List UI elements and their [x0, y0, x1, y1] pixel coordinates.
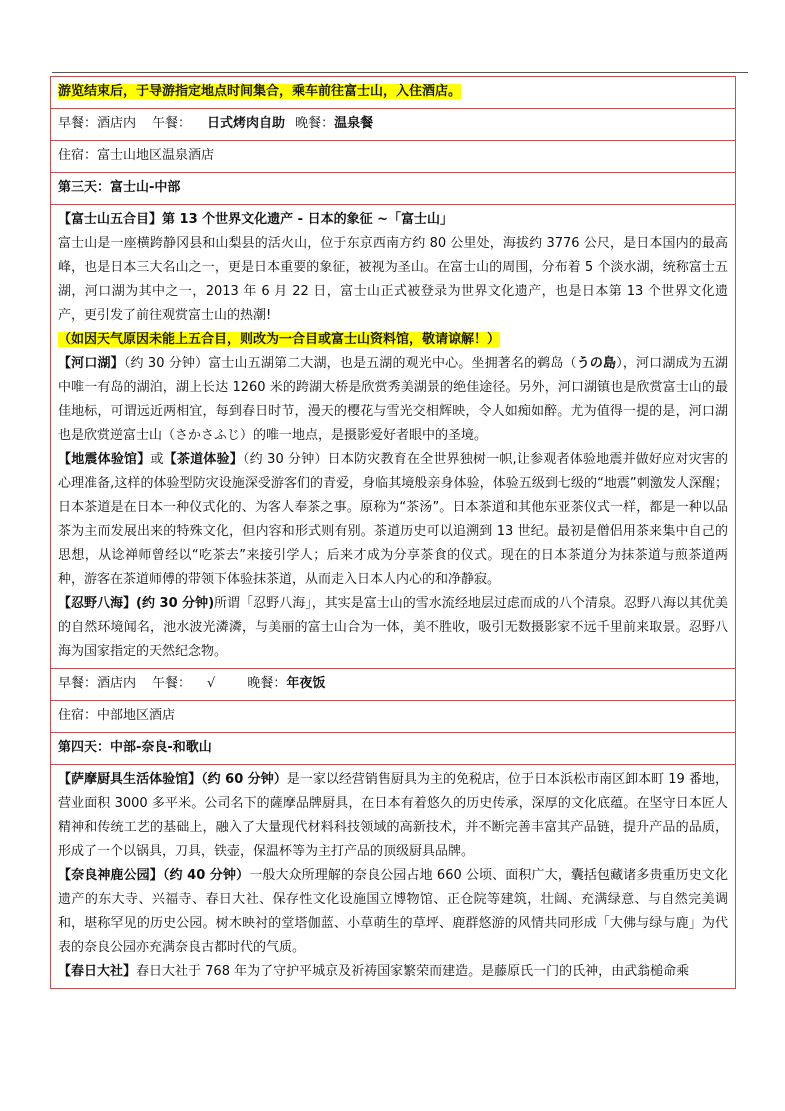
satsuma-heading: 【萨摩厨具生活体验馆】（约 60 分钟） [58, 772, 287, 787]
day2-meals-row [51, 109, 735, 141]
kasuga-heading: 【春日大社】 [58, 964, 137, 979]
satsuma-paragraph: 【萨摩厨具生活体验馆】（约 60 分钟）是一家以经营销售厨具为主的免税店，位于日本浜松市南区卸本町 19 番地，营业面积 3000 多平米。公司名下的薩摩品牌厨具，在日本有着悠久的历史传承，深厚的文化底蕴。在坚守日本匠人精神和传统工艺的基础上，融入了大量现代材料科技领域的高新技术，并不断完善丰富其产品链，提升产品的品质，形成了一个以锅具，刀具，铁壶，保温杯等为主打产品的顶级厨具品牌。 [58, 772, 728, 859]
day2-end-text: 游览结束后，于导游指定地点时间集合，乘车前往富士山，入住酒店。 [58, 84, 462, 99]
breakfast-label: 早餐： [58, 116, 98, 131]
day3-meals-row [51, 669, 735, 701]
breakfast-value: 酒店内 [97, 676, 137, 691]
oshino-paragraph: 【忍野八海】(约 30 分钟)所谓「忍野八海」，其实是富士山的雪水流经地层过虑而成的八个清泉。忍野八海以其优美的自然环境闻名，池水波光潾潾，与美丽的富士山合为一体，美不胜收，吸引无数摄影家不远千里前来取景。忍野八海为国家指定的天然纪念物。 [58, 596, 728, 659]
day-title: 第三天：富士山-中部 [58, 180, 181, 195]
earthquake-heading: 【地震体验馆】 [58, 452, 151, 467]
day4-title-row [51, 733, 735, 765]
fuji-heading: 【富士山五合目】第 13 个世界文化遗产 - 日本的象征 ~「富士山」 [58, 212, 454, 227]
lunch-label: 午餐： [152, 116, 192, 131]
day4-content-row [51, 765, 735, 988]
itinerary-table [50, 76, 736, 989]
day3-title-row [51, 173, 735, 205]
experience-paragraph: 【地震体验馆】或【茶道体验】（约 30 分钟）日本防灾教育在全世界独树一帜,让参观者体验地震并做好应对灾害的心理准备,这样的体验型防灾设施深受游客们的青爱，身临其境般亲身体验，体验五级到七级的“地震”刺激发人深醒；日本茶道是在日本一种仪式化的、为客人奉茶之事。原称为“茶汤”。日本茶道和其他东亚茶仪式一样，都是一种以品茶为主而发展出来的特殊文化，但内容和形式则有别。茶道历史可以追溯到 13 世纪。最初是僧侣用茶来集中自己的思想，从谂禅师曾经以“吃茶去”来接引学人；后来才成为分享茶食的仪式。现在的日本茶道分为抹茶道与煎茶道两种，游客在茶道师傅的带领下体验抹茶道，从而走入日本人内心的和净静寂。 [58, 452, 728, 587]
day3-hotel-row [51, 701, 735, 733]
dinner-label: 晚餐： [295, 116, 335, 131]
nara-heading: 【奈良神鹿公园】（约 40 分钟） [58, 868, 250, 883]
nara-paragraph: 【奈良神鹿公园】（约 40 分钟）一般大众所理解的奈良公园占地 660 公顷、面积广大，囊括包藏诸多贵重历史文化遗产的东大寺、兴福寺、春日大社、保存性文化设施国立博物馆、正仓院等建筑，壮阔、充满绿意、与自然完美调和，堪称罕见的历史公园。树木映衬的堂塔伽蓝、小草萌生的草坪、鹿群悠游的风情共同形成「大佛与绿与鹿」为代表的奈良公园亦充满奈良古都时代的气质。 [58, 868, 728, 955]
header-rule [52, 72, 748, 73]
hotel-text: 住宿：富士山地区温泉酒店 [58, 148, 215, 163]
dinner-label: 晚餐： [247, 676, 287, 691]
day3-content-row [51, 205, 735, 669]
weather-note: （如因天气原因未能上五合目，则改为一合目或富士山资料馆，敬请谅解！） [58, 332, 501, 347]
day2-end-row [51, 77, 735, 109]
lunch-value: 日式烤肉自助 [207, 116, 286, 131]
lunch-label: 午餐： [152, 676, 192, 691]
breakfast-value: 酒店内 [97, 116, 137, 131]
day2-hotel-row [51, 141, 735, 173]
tea-heading: 【茶道体验】 [163, 452, 243, 467]
day-title: 第四天：中部-奈良-和歌山 [58, 740, 212, 755]
kasuga-paragraph: 【春日大社】春日大社于 768 年为了守护平城京及祈祷国家繁荣而建造。是藤原氏一门的氏神，由武翁槌命乘 [58, 964, 690, 979]
hotel-text: 住宿：中部地区酒店 [58, 708, 176, 723]
kawaguchi-heading: 【河口湖】 [58, 356, 124, 371]
breakfast-label: 早餐： [58, 676, 98, 691]
lunch-value: √ [207, 676, 216, 691]
fuji-description: 富士山是一座横跨静冈县和山梨县的活火山，位于东京西南方约 80 公里处，海拔约 3776 公尺，是日本国内的最高峰，也是日本三大名山之一，更是日本重要的象征，被视为圣山。在富士山的周围，分布着 5 个淡水湖，统称富士五湖，河口湖为其中之一，2013 年 6 月 22 日，富士山正式被登录为世界文化遗产，也是日本第 13 个世界文化遗产，更引发了前往观赏富士山的热潮! [58, 236, 728, 323]
dinner-value: 年夜饭 [286, 676, 326, 691]
kawaguchi-paragraph: 【河口湖】（约 30 分钟）富士山五湖第二大湖，也是五湖的观光中心。坐拥著名的鹈岛（うの島），河口湖成为五湖中唯一有岛的湖泊，湖上长达 1260 米的跨湖大桥是欣赏秀美湖景的绝佳途径。另外，河口湖镇也是欣赏富士山的最佳地标，可谓远近两相宜，每到春日时节，漫天的樱花与雪光交相辉映，令人如痴如醉。尤为值得一提的是，河口湖也是欣赏逆富士山（さかさふじ）的唯一地点，是摄影爱好者眼中的圣境。 [58, 356, 728, 443]
oshino-heading: 【忍野八海】(约 30 分钟) [58, 596, 215, 611]
dinner-value: 温泉餐 [334, 116, 374, 131]
